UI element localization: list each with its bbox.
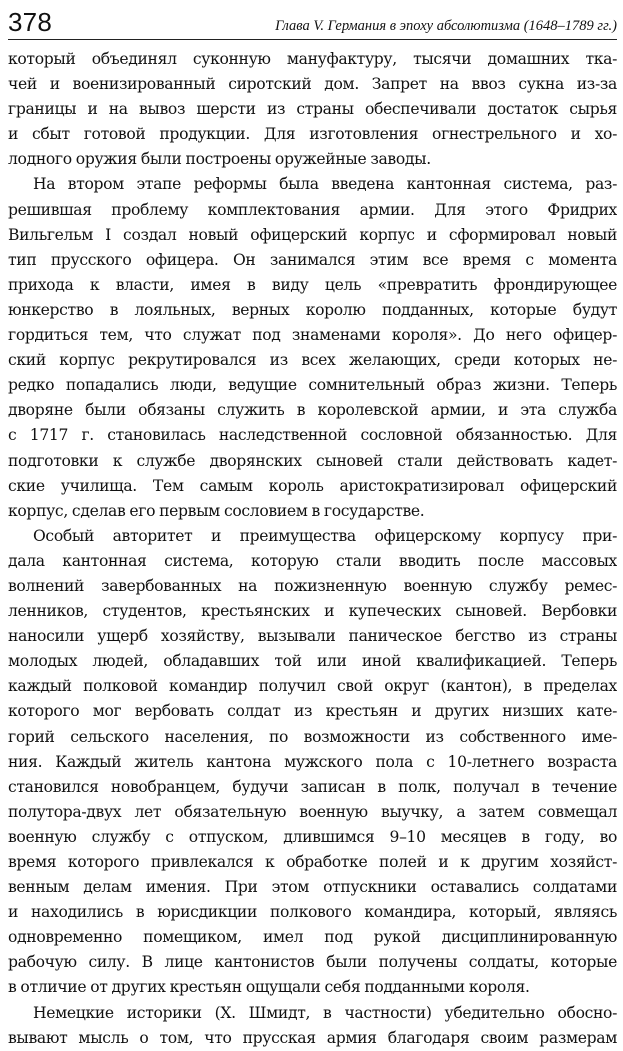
text-line: решившая проблему комплектования армии. Для этого Фридрих	[8, 200, 617, 219]
text-line: которого мог вербовать солдат из крестьян и других низших кате-	[8, 702, 617, 721]
paragraph	[8, 47, 617, 172]
text-line: военную службу с отпуском, длившимся 9–10 месяцев в году, во	[8, 827, 617, 846]
running-head: Глава V. Германия в эпоху абсолютизма (1648–1789 гг.)	[275, 18, 617, 34]
text-line: юнкерство в лояльных, верных королю подданных, которые будут	[8, 300, 617, 319]
text-line: прихода к власти, имея в виду цель «превратить фрондирующее	[8, 275, 617, 294]
text-line: вывают мысль о том, что прусская армия благодаря своим размерам	[8, 1028, 617, 1047]
text-line: ленников, студентов, крестьянских и купеческих сыновей. Вербовки	[8, 602, 617, 621]
text-line: и находились в юрисдикции полкового командира, который, являясь	[8, 903, 617, 922]
text-line: становился новобранцем, будучи записан в полк, получал в течение	[8, 777, 617, 796]
text-line: редко попадались люди, ведущие сомнительный образ жизни. Теперь	[8, 376, 617, 395]
text-line: чей и военизированный сиротский дом. Запрет на ввоз сукна из-за	[8, 75, 617, 94]
text-line: дворяне были обязаны служить в королевской армии, и эта служба	[8, 401, 617, 420]
text-line: одновременно помещиком, имел под рукой дисциплинированную	[8, 928, 617, 947]
text-line: венным делам имения. При этом отпускники оставались солдатами	[8, 878, 617, 897]
paragraph	[8, 524, 617, 1001]
text-line: ский корпус рекрутировался из всех желающих, среди которых не-	[8, 351, 617, 370]
text-line: полутора-двух лет обязательную военную выучку, а затем совмещал	[8, 802, 617, 821]
text-line: наносили ущерб хозяйству, вызывали паническое бегство из страны	[8, 627, 617, 646]
text-line: Немецкие историки (Х. Шмидт, в частности) убедительно обосно-	[33, 1003, 617, 1022]
text-line: молодых людей, обладавших той или иной квалификацией. Теперь	[8, 652, 617, 671]
text-line: подготовки к службе дворянских сыновей стали действовать кадет-	[8, 451, 617, 470]
text-line: дала кантонная система, которую стали вводить после массовых	[8, 551, 617, 570]
text-line: корпус, сделав его первым сословием в государстве.	[8, 501, 425, 520]
text-line: ские училища. Тем самым король аристократизировал офицерский	[8, 476, 617, 495]
page-number: 378	[8, 7, 52, 37]
body-text	[8, 47, 617, 1051]
page-header	[8, 0, 617, 40]
text-line: рабочую силу. В лице кантонистов были получены солдаты, которые	[8, 953, 617, 972]
text-line: который объединял суконную мануфактуру, тысячи домашних тка-	[8, 50, 617, 68]
text-line: и сбыт готовой продукции. Для изготовления огнестрельного и хо-	[8, 125, 617, 144]
text-line: гордиться тем, что служат под знаменами короля». До него офицер-	[8, 326, 617, 345]
text-line: лодного оружия были построены оружейные заводы.	[8, 150, 431, 169]
text-line: ния. Каждый житель кантона мужского пола с 10-летнего возраста	[8, 752, 617, 771]
paragraph	[8, 1001, 617, 1051]
text-line: границы и на вывоз шерсти из страны обеспечивали достаток сырья	[8, 100, 617, 119]
text-line: Вильгельм I создал новый офицерский корпус и сформировал новый	[8, 225, 617, 244]
text-line: тип прусского офицера. Он занимался этим все время с момента	[8, 250, 617, 269]
text-line: каждый полковой командир получил свой округ (кантон), в пределах	[8, 677, 617, 696]
text-line: На втором этапе реформы была введена кантонная система, раз-	[33, 175, 617, 194]
text-line: волнений завербованных на пожизненную военную службу ремес-	[8, 576, 617, 595]
text-line: время которого привлекался к обработке полей и к другим хозяйст-	[8, 853, 617, 871]
text-line: с 1717 г. становилась наследственной сословной обязанностью. Для	[8, 426, 617, 445]
text-line: в отличие от других крестьян ощущали себя подданными короля.	[8, 978, 530, 997]
paragraph	[8, 172, 617, 523]
text-line: Особый авторитет и преимущества офицерскому корпусу при-	[33, 526, 617, 545]
text-line: горий сельского населения, по возможности из собственного име-	[8, 727, 617, 746]
